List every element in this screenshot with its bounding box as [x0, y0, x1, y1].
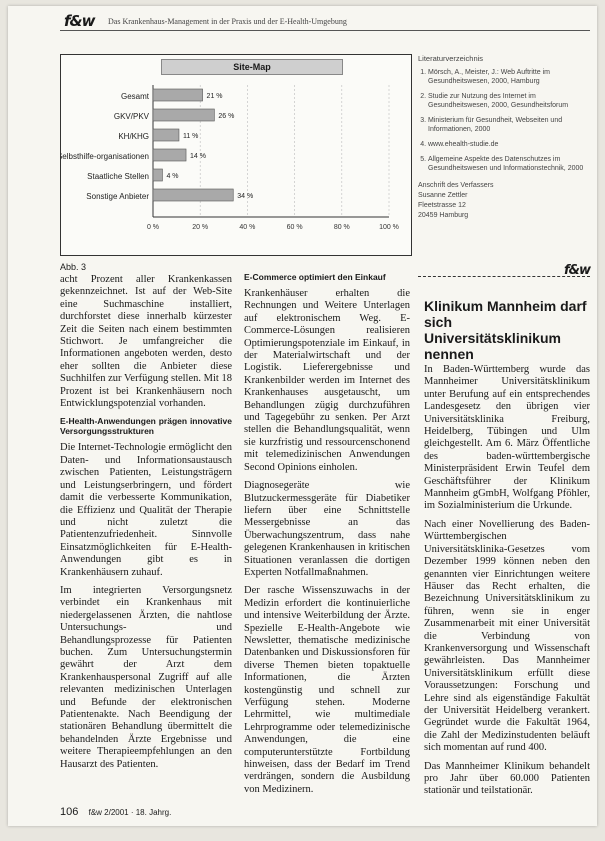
category-label: Sonstige Anbieter [86, 192, 149, 201]
reference-item: 3. Ministerium für Gesundheit, Webseiten und Informationen, 2000 [428, 116, 590, 134]
reference-item: 2. Studie zur Nutzung des Internet im Gesundheitswesen, 2000, Gesundheitsforum [428, 92, 590, 110]
issue-info: f&w 2/2001 · 18. Jahrg. [88, 808, 172, 817]
paragraph: Krankenhäuser erhalten die Rechnungen und Weitere Unterlagen auf elektronischem Weg. E-Commerce-Lösungen realisieren Optimierungspotenziale im Einkauf, in der Materialwirtschaft und der Logistik. Lieferergebnisse und Krankenbilder werden im Internet des Krankenhauses ausgetauscht, um Behandlungen zügig durchzuführen und Tagegebühr zu senken. Per Arzt stellen die Behandlungsqualität, wenn sie kurzfristig und ressourcenschonend mit telemedizinischen Anwendungen Second Opinions einholen. [244, 288, 410, 473]
references-list [418, 68, 590, 173]
bar [153, 169, 162, 181]
header-logo: f&w [64, 12, 95, 30]
chart-plot [61, 55, 411, 255]
paragraph: Im integrierten Versorgungsnetz verbindet ein Krankenhaus mit niedergelassenen Ärzten, die nahtlose Untersuchungs- und Behandlungsprozesse für Patienten buchen. Zum Untersuchungstermin gewährt der Arzt dem Krankenhauspersonal Zugriff auf alle relevanten medizinischen Unterlagen und Befunde der elektronischen Patientenakte. Nach Beendigung der stationären Behandlung übermittelt die behandelnden Ärzte Ergebnisse und weitere Therapieempfehlungen an den Hausarzt des Patienten. [60, 584, 232, 770]
site-map-chart [60, 54, 412, 256]
paragraph: Die Internet-Technologie ermöglicht den Daten- und Informationsaustausch zwischen Patienten, Leistungsträgern und Leistungserbringern, und fördert damit die verbesserte Kommunikation, die Effizienz und Qualität der Therapie und nicht zuletzt die Patientenzufriedenheit. Sinnvolle Einsatzmöglichkeiten für E-Health-Anwendungen gibt es in Krankenhäusern zuhauf. [60, 442, 232, 578]
reference-item: 1. Mörsch, A., Meister, J.: Web Auftritte im Gesundheitswesen, 2000, Hamburg [428, 68, 590, 86]
x-tick-label: 0 % [146, 224, 160, 231]
category-label: GKV/PKV [113, 112, 149, 121]
chart-title: Site-Map [161, 59, 343, 75]
category-label: Gesamt [120, 92, 149, 101]
author-label: Anschrift des Verfassers [418, 182, 494, 189]
bar [153, 149, 186, 161]
column-3 [424, 364, 590, 804]
section-divider [418, 276, 590, 277]
data-label: 26 % [218, 113, 235, 120]
category-label: KH/KHG [118, 132, 149, 141]
article-title: Klinikum Mannheim darf sich Universitätsklinikum nennen [424, 298, 587, 362]
bar [153, 89, 203, 101]
reference-item: 4. www.ehealth-studie.de [428, 140, 590, 149]
x-tick-label: 20 % [192, 224, 209, 231]
sidebar-references [418, 54, 590, 278]
running-header [60, 14, 590, 32]
page-number: 106 [60, 806, 79, 818]
paragraph: Der rasche Wissenszuwachs in der Medizin erfordert die kontinuierliche und intensive Weiterbildung der Ärzte. Spezielle E-Health-Angebote wie Newsletter, thematische medizinische Datenbanken und Diskussionsforen für diverse Themen bieten topaktuelle Informationen, die Ärzten kostengünstig und schnell zur Verfügung stehen. Moderne Lehrmittel, wie multimediale Lehrprogramme oder telemedizinische Anwendungen, die eine computerunterstützte Fortbildung hinweisen, dass der Bedarf im Trend verdrängen, sondern die Ausbildung von Medizinern. [244, 585, 410, 795]
bar [153, 109, 214, 121]
x-tick-label: 100 % [379, 224, 399, 231]
section-heading: E-Health-Anwendungen prägen innovative Versorgungsstrukturen [60, 416, 232, 437]
data-label: 34 % [237, 193, 254, 200]
address-line: 20459 Hamburg [418, 212, 469, 219]
author-address [418, 181, 590, 220]
header-rule [60, 30, 590, 31]
document-page [8, 6, 597, 826]
data-label: 14 % [190, 153, 207, 160]
bar [153, 129, 179, 141]
data-label: 21 % [206, 93, 223, 100]
category-label: Selbsthilfe-organisationen [61, 152, 149, 161]
x-tick-label: 80 % [333, 224, 350, 231]
column-2 [244, 268, 410, 802]
x-tick-label: 60 % [286, 224, 303, 231]
category-label: Staatliche Stellen [87, 172, 149, 181]
paragraph: acht Prozent aller Krankenkassen gekennzeichnet. Ist auf der Web-Site eine Suchmaschine installiert, durchforstet diese innerhalb kürzester Zeit die Seiten nach einem bestimmten Stichwort. Je umfangreicher die Informationen angeboten werden, desto eher sollten die Anbieter diese Suchhilfen zur Verfügung stellen. Mit 18 Prozent ist bei Krankenhäusern noch Entwicklungspotenzial vorhanden. [60, 274, 232, 410]
section-heading: E-Commerce optimiert den Einkauf [244, 272, 386, 282]
figure-caption: Abb. 3 [60, 262, 87, 272]
address-line: Susanne Zettler [418, 192, 468, 199]
paragraph: Diagnosegeräte wie Blutzuckermessgeräte für Diabetiker liefern über eine Schnittstelle Messergebnisse an das Überwachungszentrum, dass nahe gelegenen Krankenhausen in kritischen Situationen veranlassen die dortigen Experten Notfallmaßnahmen. [244, 480, 410, 578]
header-running-text: Das Krankenhaus-Management in der Praxis und der E-Health-Umgebung [108, 17, 347, 26]
reference-item: 5. Allgemeine Aspekte des Datenschutzes im Gesundheitswesen und Informationstechnik, 2000 [428, 155, 590, 173]
data-label: 11 % [182, 133, 199, 140]
paragraph: Nach einer Novellierung des Baden-Württembergischen Universitätsklinika-Gesetzes vom Dezember 1999 können neben den genannten vier Einrichtungen weitere Häuser das Recht erhalten, die Bezeichnung Universitätsklinikum zu führen, wenn sie in enger Zusammenarbeit mit einer Universität die Verbindung von Krankenversorgung und Wissenschaft gewährleisten. Das Mannheimer Universitätsklinikum erfüllt diese Voraussetzungen: Forschung und Lehre sind als eigenständige Fakultät der Universität Heidelberg verankert. Gegründet wurde die Fakultät 1964, die Zahl der Medizinstudenten beläuft sich momentan auf rund 400. [424, 518, 590, 754]
page-footer [60, 806, 171, 818]
sidebar-logo: f&w [563, 263, 590, 278]
column-1 [60, 274, 232, 777]
references-heading: Literaturverzeichnis [418, 54, 484, 63]
address-line: Fleetstrasse 12 [418, 202, 466, 209]
paragraph: In Baden-Württemberg wurde das Mannheimer Universitätsklinikum unter Berufung auf ein entsprechendes Landesgesetz den übrigen vier Universitätsklinika Freiburg, Heidelberg, Tübingen und Ulm gleichgestellt. Am 6. März Öffentliche des baden-württembergische Ministerpräsident Erwin Teufel dem Geschäftsführer der Klinikum Mannheim gGmbH, Wolfgang Pföhler, im Sozialministerium die Urkunde. [424, 364, 590, 512]
bar [153, 189, 233, 201]
paragraph: Das Mannheimer Klinikum behandelt pro Jahr über 60.000 Patienten stationär und teilstationär. [424, 760, 590, 797]
data-label: 4 % [166, 173, 179, 180]
x-tick-label: 40 % [239, 224, 256, 231]
